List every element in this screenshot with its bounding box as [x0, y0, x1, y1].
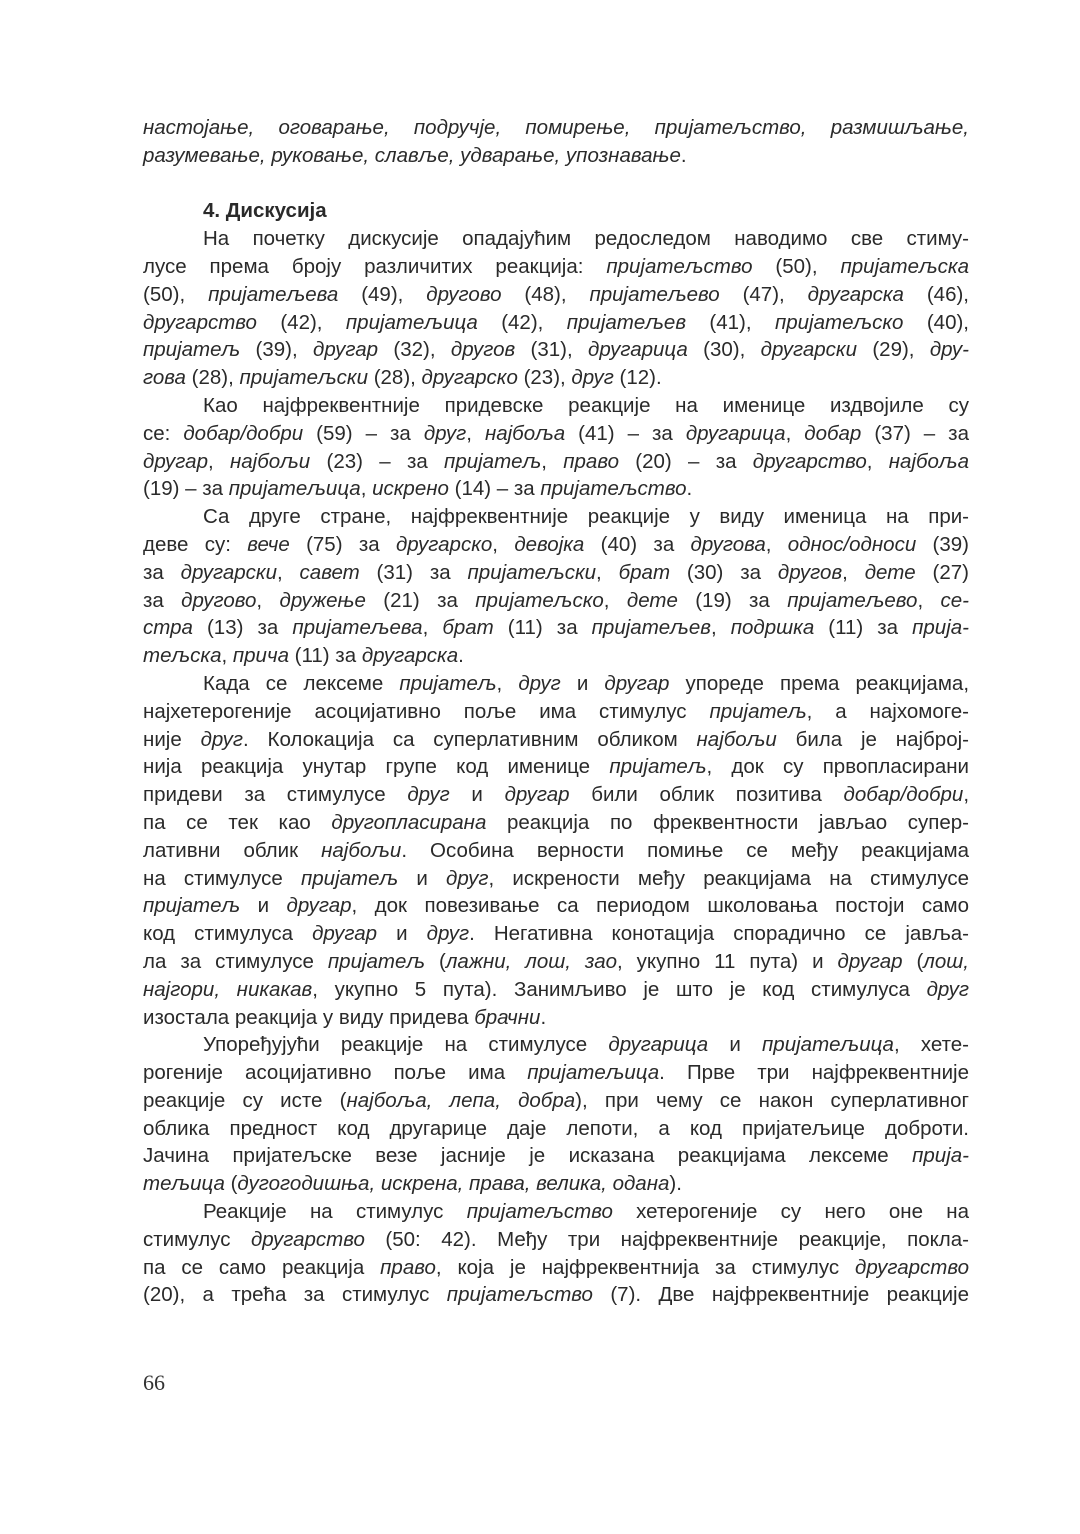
italic-term: другопласирана	[331, 810, 487, 834]
paragraph	[143, 1198, 969, 1309]
text-line	[143, 948, 969, 976]
text-line	[143, 976, 969, 1004]
italic-term: девојка	[514, 532, 585, 556]
italic-term: тељица	[143, 1172, 225, 1196]
text-line	[143, 587, 969, 615]
text-run: ,	[541, 449, 564, 473]
italic-term: другар	[313, 338, 379, 362]
italic-term: добар/добри	[843, 783, 964, 807]
text-run: Као најфреквентније придевске реакције на именице издвојиле су	[203, 393, 969, 417]
italic-term: другарска	[807, 282, 904, 306]
italic-term: прија-	[912, 616, 969, 640]
text-run: и	[398, 866, 447, 890]
text-run: (32),	[378, 338, 451, 362]
italic-term: дете	[864, 560, 916, 584]
italic-term: друг	[200, 727, 243, 751]
italic-term: пријатељ	[143, 338, 241, 362]
section-heading: 4. Дискусија	[203, 199, 327, 223]
italic-term: гова	[143, 366, 186, 390]
italic-term: однос/односи	[787, 532, 917, 556]
text-run: (	[224, 1172, 238, 1196]
italic-term: пријатељство	[466, 1200, 613, 1224]
italic-term: пријатељица	[345, 310, 478, 334]
text-run: (49),	[338, 282, 427, 306]
italic-term: друг	[518, 671, 561, 695]
text-run: лусе према броју различитих реакција:	[143, 254, 607, 278]
text-run: (13) за	[192, 616, 293, 640]
italic-term: право	[380, 1255, 436, 1279]
text-line	[143, 336, 969, 364]
text-run: ,	[785, 421, 805, 445]
italic-term: брат	[442, 616, 494, 640]
italic-term: дете	[626, 588, 678, 612]
text-line	[143, 781, 969, 809]
text-run: нија реакција унутар групе код именице	[143, 755, 610, 779]
italic-term: другово	[181, 588, 257, 612]
italic-term: другар	[286, 894, 352, 918]
italic-term: другарство	[143, 310, 257, 334]
italic-term: пријатељ	[327, 949, 426, 973]
text-run: ).	[669, 1172, 682, 1196]
text-line	[143, 1142, 969, 1170]
text-run: (29),	[856, 338, 930, 362]
italic-term: пријатељ	[399, 671, 497, 695]
text-run: (39)	[916, 532, 970, 556]
text-run: , која је најфреквентнија за стимулус	[435, 1255, 856, 1279]
italic-term: друг	[423, 421, 467, 445]
text-line	[143, 420, 969, 448]
italic-term: другарство	[250, 1227, 365, 1251]
text-line	[143, 142, 969, 170]
italic-term: другар	[837, 949, 903, 973]
text-line	[143, 670, 969, 698]
text-run: реакције су исте (	[143, 1088, 347, 1112]
text-run: лативни облик	[143, 838, 322, 862]
spacer	[143, 170, 969, 198]
text-line	[143, 1254, 969, 1282]
italic-term: пријатељство	[606, 254, 753, 278]
text-line	[143, 892, 969, 920]
text-run: ), при чему се након суперлативног	[575, 1088, 969, 1112]
text-run: (	[425, 949, 446, 973]
italic-term: лош,	[923, 949, 969, 973]
text-run: ,	[866, 449, 889, 473]
text-run: (50),	[752, 254, 841, 278]
text-run: реакција по фреквентности јављао супер-	[486, 810, 969, 834]
text-run: па се само реакција	[143, 1255, 381, 1279]
text-line	[143, 809, 969, 837]
text-run: (23) – за	[310, 449, 445, 473]
italic-term: лажни, лош, зао	[445, 949, 618, 973]
italic-term: другар	[143, 449, 208, 473]
italic-term: пријатељ	[444, 449, 542, 473]
text-line	[143, 920, 969, 948]
italic-term: другарство	[752, 449, 867, 473]
text-run: ,	[963, 783, 970, 807]
page-number: 66	[143, 1370, 165, 1395]
italic-term: добар	[804, 421, 862, 445]
italic-term: дугогодишња, искрена, права, велика, одана	[237, 1172, 670, 1196]
text-line	[143, 1004, 969, 1032]
text-run: (41) – за	[565, 421, 686, 445]
text-run: се:	[143, 421, 184, 445]
text-line	[143, 1031, 969, 1059]
text-run: . Особина верности помиње се међу реакцијама	[401, 838, 969, 862]
text-run: ,	[492, 532, 515, 556]
paragraph	[143, 392, 969, 503]
text-run: ,	[207, 449, 230, 473]
italic-term: најбољи	[696, 727, 777, 751]
text-line	[143, 1059, 969, 1087]
text-run: (20) – за	[618, 449, 753, 473]
italic-term: другова	[690, 532, 766, 556]
italic-term: пријатељева	[292, 616, 423, 640]
italic-term: пријатељево	[589, 282, 720, 306]
text-run: били облик позитива	[569, 783, 844, 807]
text-run: (19) – за	[143, 477, 229, 501]
text-line	[143, 309, 969, 337]
text-run: , хете-	[893, 1033, 969, 1057]
italic-term: друг	[571, 366, 614, 390]
text-run: ,	[765, 532, 788, 556]
text-run: На почетку дискусије опадајућим редоследом наводимо све стиму-	[203, 227, 969, 251]
text-line	[143, 364, 969, 392]
text-run: (28),	[368, 366, 422, 390]
text-run: Упоређујући реакције на стимулусе	[203, 1033, 609, 1057]
text-run: и	[708, 1033, 763, 1057]
italic-term: пријатељска	[840, 254, 969, 278]
italic-term: најбољи	[321, 838, 402, 862]
text-line	[143, 1281, 969, 1309]
italic-term: право	[563, 449, 619, 473]
text-run: .	[458, 644, 464, 668]
italic-term: искрено	[372, 477, 449, 501]
text-line	[143, 753, 969, 781]
text-run: за	[143, 588, 182, 612]
text-run: ,	[466, 421, 485, 445]
text-run: ,	[596, 560, 619, 584]
text-run: (40),	[903, 310, 970, 334]
text-run: (46),	[903, 282, 970, 306]
italic-term: најгори, никакав	[143, 977, 313, 1001]
text-run: (41),	[686, 310, 775, 334]
text-run: (7). Две најфреквентније реакције	[592, 1283, 969, 1307]
italic-term: пријатељско	[475, 588, 604, 612]
text-run: (39),	[240, 338, 314, 362]
text-line	[143, 1087, 969, 1115]
italic-term: стра	[143, 616, 193, 640]
text-line	[143, 1170, 969, 1198]
text-run: ,	[276, 560, 300, 584]
text-line	[143, 448, 969, 476]
text-run: ,	[496, 671, 519, 695]
italic-term: пријатељев	[566, 310, 687, 334]
text-line	[143, 503, 969, 531]
italic-term: другарска	[361, 644, 459, 668]
italic-term: пријатељско	[774, 310, 904, 334]
text-run: . Прве три најфреквентније	[659, 1061, 969, 1085]
italic-term: пријатељ	[709, 699, 807, 723]
italic-term: другов	[450, 338, 516, 362]
text-run: и	[377, 922, 427, 946]
italic-term: вече	[247, 532, 290, 556]
italic-term: савет	[299, 560, 360, 584]
italic-term: настојање, оговарање, подручје, помирење, пријатељство, размишљање,	[143, 116, 969, 139]
italic-term: пријатељица	[228, 477, 361, 501]
text-run: ,	[710, 616, 731, 640]
text-line	[143, 614, 969, 642]
italic-term: другов	[777, 560, 843, 584]
text-run: (11) за	[814, 616, 913, 640]
text-run: (30) за	[670, 560, 778, 584]
text-run: .	[686, 477, 693, 501]
text-run: ,	[256, 588, 280, 612]
text-run: .	[680, 143, 687, 167]
text-run: . Негативна конотација спорадично се јавља-	[469, 922, 970, 946]
italic-term: другарица	[588, 338, 688, 362]
text-line	[143, 475, 969, 503]
text-run: упореде према реакцијама,	[669, 671, 970, 695]
italic-term: прија-	[912, 1144, 969, 1168]
text-run: (23),	[517, 366, 572, 390]
italic-term: другарски	[760, 338, 857, 362]
text-line	[143, 1198, 969, 1226]
italic-term: пријатељски	[239, 366, 368, 390]
italic-term: најбоља, лепа, добра	[346, 1088, 576, 1112]
text-run: па се тек као	[143, 810, 332, 834]
italic-term: подршка	[730, 616, 815, 640]
italic-term: другар	[312, 922, 378, 946]
text-run: , искрености међу реакцијама на стимулусе	[488, 866, 969, 890]
italic-term: друг	[446, 866, 489, 890]
text-run: . Колокација са суперлативним обликом	[243, 727, 697, 751]
text-run: ,	[360, 477, 373, 501]
text-run: (40) за	[584, 532, 691, 556]
italic-term: другарско	[421, 366, 518, 390]
text-line	[143, 559, 969, 587]
italic-term: другар	[604, 671, 670, 695]
text-run: ла за стимулусе	[143, 949, 328, 973]
text-line	[143, 1115, 969, 1143]
text-run: рогеније асоцијативно поље има	[143, 1061, 528, 1085]
paragraph	[143, 225, 969, 392]
italic-term: се-	[940, 588, 970, 612]
text-run: ,	[603, 588, 627, 612]
text-run: (27)	[915, 560, 970, 584]
italic-term: пријатељев	[591, 616, 711, 640]
page-body	[143, 114, 969, 1309]
text-run: , док повезивање са периодом школовања постоји само	[351, 894, 969, 918]
text-run: (75) за	[289, 532, 396, 556]
text-run: Реакције на стимулус	[203, 1200, 467, 1224]
text-run: Када се лексеме	[203, 671, 400, 695]
italic-term: дружење	[279, 588, 366, 612]
text-run: (11) за	[288, 644, 362, 668]
italic-term: пријатељ	[609, 755, 707, 779]
italic-term: најбоља	[484, 421, 566, 445]
text-run: изостала реакција у виду придева	[143, 1005, 475, 1029]
text-run: (42),	[477, 310, 567, 334]
text-run: (31) за	[359, 560, 468, 584]
text-line	[143, 1226, 969, 1254]
paragraph	[143, 670, 969, 1031]
italic-term: другово	[426, 282, 502, 306]
text-line	[143, 114, 969, 142]
italic-term: друг	[426, 922, 470, 946]
italic-term: другарица	[608, 1033, 709, 1057]
italic-term: другар	[504, 783, 570, 807]
text-run: и	[449, 783, 505, 807]
text-run: ,	[422, 616, 443, 640]
italic-term: друг	[926, 977, 969, 1001]
text-run: (47),	[719, 282, 808, 306]
text-run: (12).	[613, 366, 662, 390]
text-run: и	[240, 894, 287, 918]
text-run: Јачина пријатељске везе јасније је исказана реакцијама лексеме	[143, 1144, 913, 1168]
text-run: (20), а трећа за стимулус	[143, 1283, 447, 1307]
text-line	[143, 726, 969, 754]
text-run: (37) – за	[861, 421, 969, 445]
italic-term: пријатељство	[540, 477, 687, 501]
text-run: (48),	[501, 282, 590, 306]
text-run: ,	[221, 644, 233, 668]
intro-paragraph	[143, 114, 969, 170]
text-run: била је најброј-	[776, 727, 969, 751]
text-run: , укупно 5 пута). Занимљиво је што је код стимулуса	[312, 977, 927, 1001]
text-run: облика предност код другарице даје лепоти, а код пријатељице доброти.	[143, 1116, 969, 1140]
italic-term: другарица	[685, 421, 786, 445]
text-run: стимулус	[143, 1227, 251, 1251]
text-run: (19) за	[677, 588, 788, 612]
text-run: (50),	[143, 282, 209, 306]
italic-term: брат	[618, 560, 671, 584]
italic-term: разумевање, руковање, славље, удварање, упознавање	[143, 143, 681, 167]
italic-term: пријатељски	[467, 560, 597, 584]
text-run: (59) – за	[303, 421, 424, 445]
text-run: (28),	[185, 366, 240, 390]
text-run: , док су првопласирани	[706, 755, 969, 779]
text-run: (21) за	[365, 588, 476, 612]
text-line	[143, 865, 969, 893]
text-line	[143, 281, 969, 309]
text-line	[143, 225, 969, 253]
italic-term: другарство	[855, 1255, 969, 1279]
italic-term: пријатељица	[762, 1033, 894, 1057]
italic-term: најбољи	[229, 449, 311, 473]
italic-term: брачни	[474, 1005, 541, 1029]
italic-term: другарски	[180, 560, 277, 584]
text-run: на стимулусе	[143, 866, 301, 890]
text-line	[143, 642, 969, 670]
discussion-section	[143, 225, 969, 1309]
text-run: најхетерогеније асоцијативно поље има стимулус	[143, 699, 710, 723]
text-run: (31),	[515, 338, 589, 362]
text-run: (42),	[256, 310, 346, 334]
italic-term: прича	[232, 644, 289, 668]
text-run: хетерогеније су него оне на	[612, 1200, 970, 1224]
text-run: , укупно 11 пута) и	[617, 949, 838, 973]
italic-term: дру-	[929, 338, 969, 362]
italic-term: пријатељево	[787, 588, 918, 612]
text-run: Са друге стране, најфреквентније реакције у виду именица на при-	[203, 505, 969, 529]
paragraph	[143, 1031, 969, 1198]
italic-term: друг	[407, 783, 450, 807]
text-run: , а најхомоге-	[806, 699, 970, 723]
italic-term: најбоља	[888, 449, 969, 473]
text-run: (11) за	[493, 616, 592, 640]
text-run: (50: 42). Међу три најфреквентније реакције, покла-	[364, 1227, 969, 1251]
text-run: ,	[917, 588, 941, 612]
italic-term: пријатељ	[300, 866, 399, 890]
italic-term: тељска	[143, 644, 222, 668]
text-run: код стимулуса	[143, 922, 313, 946]
paragraph	[143, 503, 969, 670]
text-run: деве су:	[143, 532, 248, 556]
italic-term: пријатељство	[446, 1283, 593, 1307]
text-run: није	[143, 727, 201, 751]
text-line	[143, 531, 969, 559]
italic-term: добар/добри	[183, 421, 304, 445]
text-run: .	[540, 1005, 547, 1029]
italic-term: пријатељева	[208, 282, 339, 306]
text-line	[143, 392, 969, 420]
italic-term: пријатељица	[527, 1061, 660, 1085]
italic-term: пријатељ	[143, 894, 241, 918]
text-run: (	[902, 949, 924, 973]
text-run: ,	[842, 560, 865, 584]
text-run: (14) – за	[448, 477, 541, 501]
text-run: (30),	[687, 338, 761, 362]
text-line	[143, 698, 969, 726]
text-run: и	[560, 671, 605, 695]
text-line	[143, 253, 969, 281]
text-line	[143, 837, 969, 865]
text-run: придеви за стимулусе	[143, 783, 408, 807]
text-run: за	[143, 560, 181, 584]
italic-term: другарско	[395, 532, 493, 556]
